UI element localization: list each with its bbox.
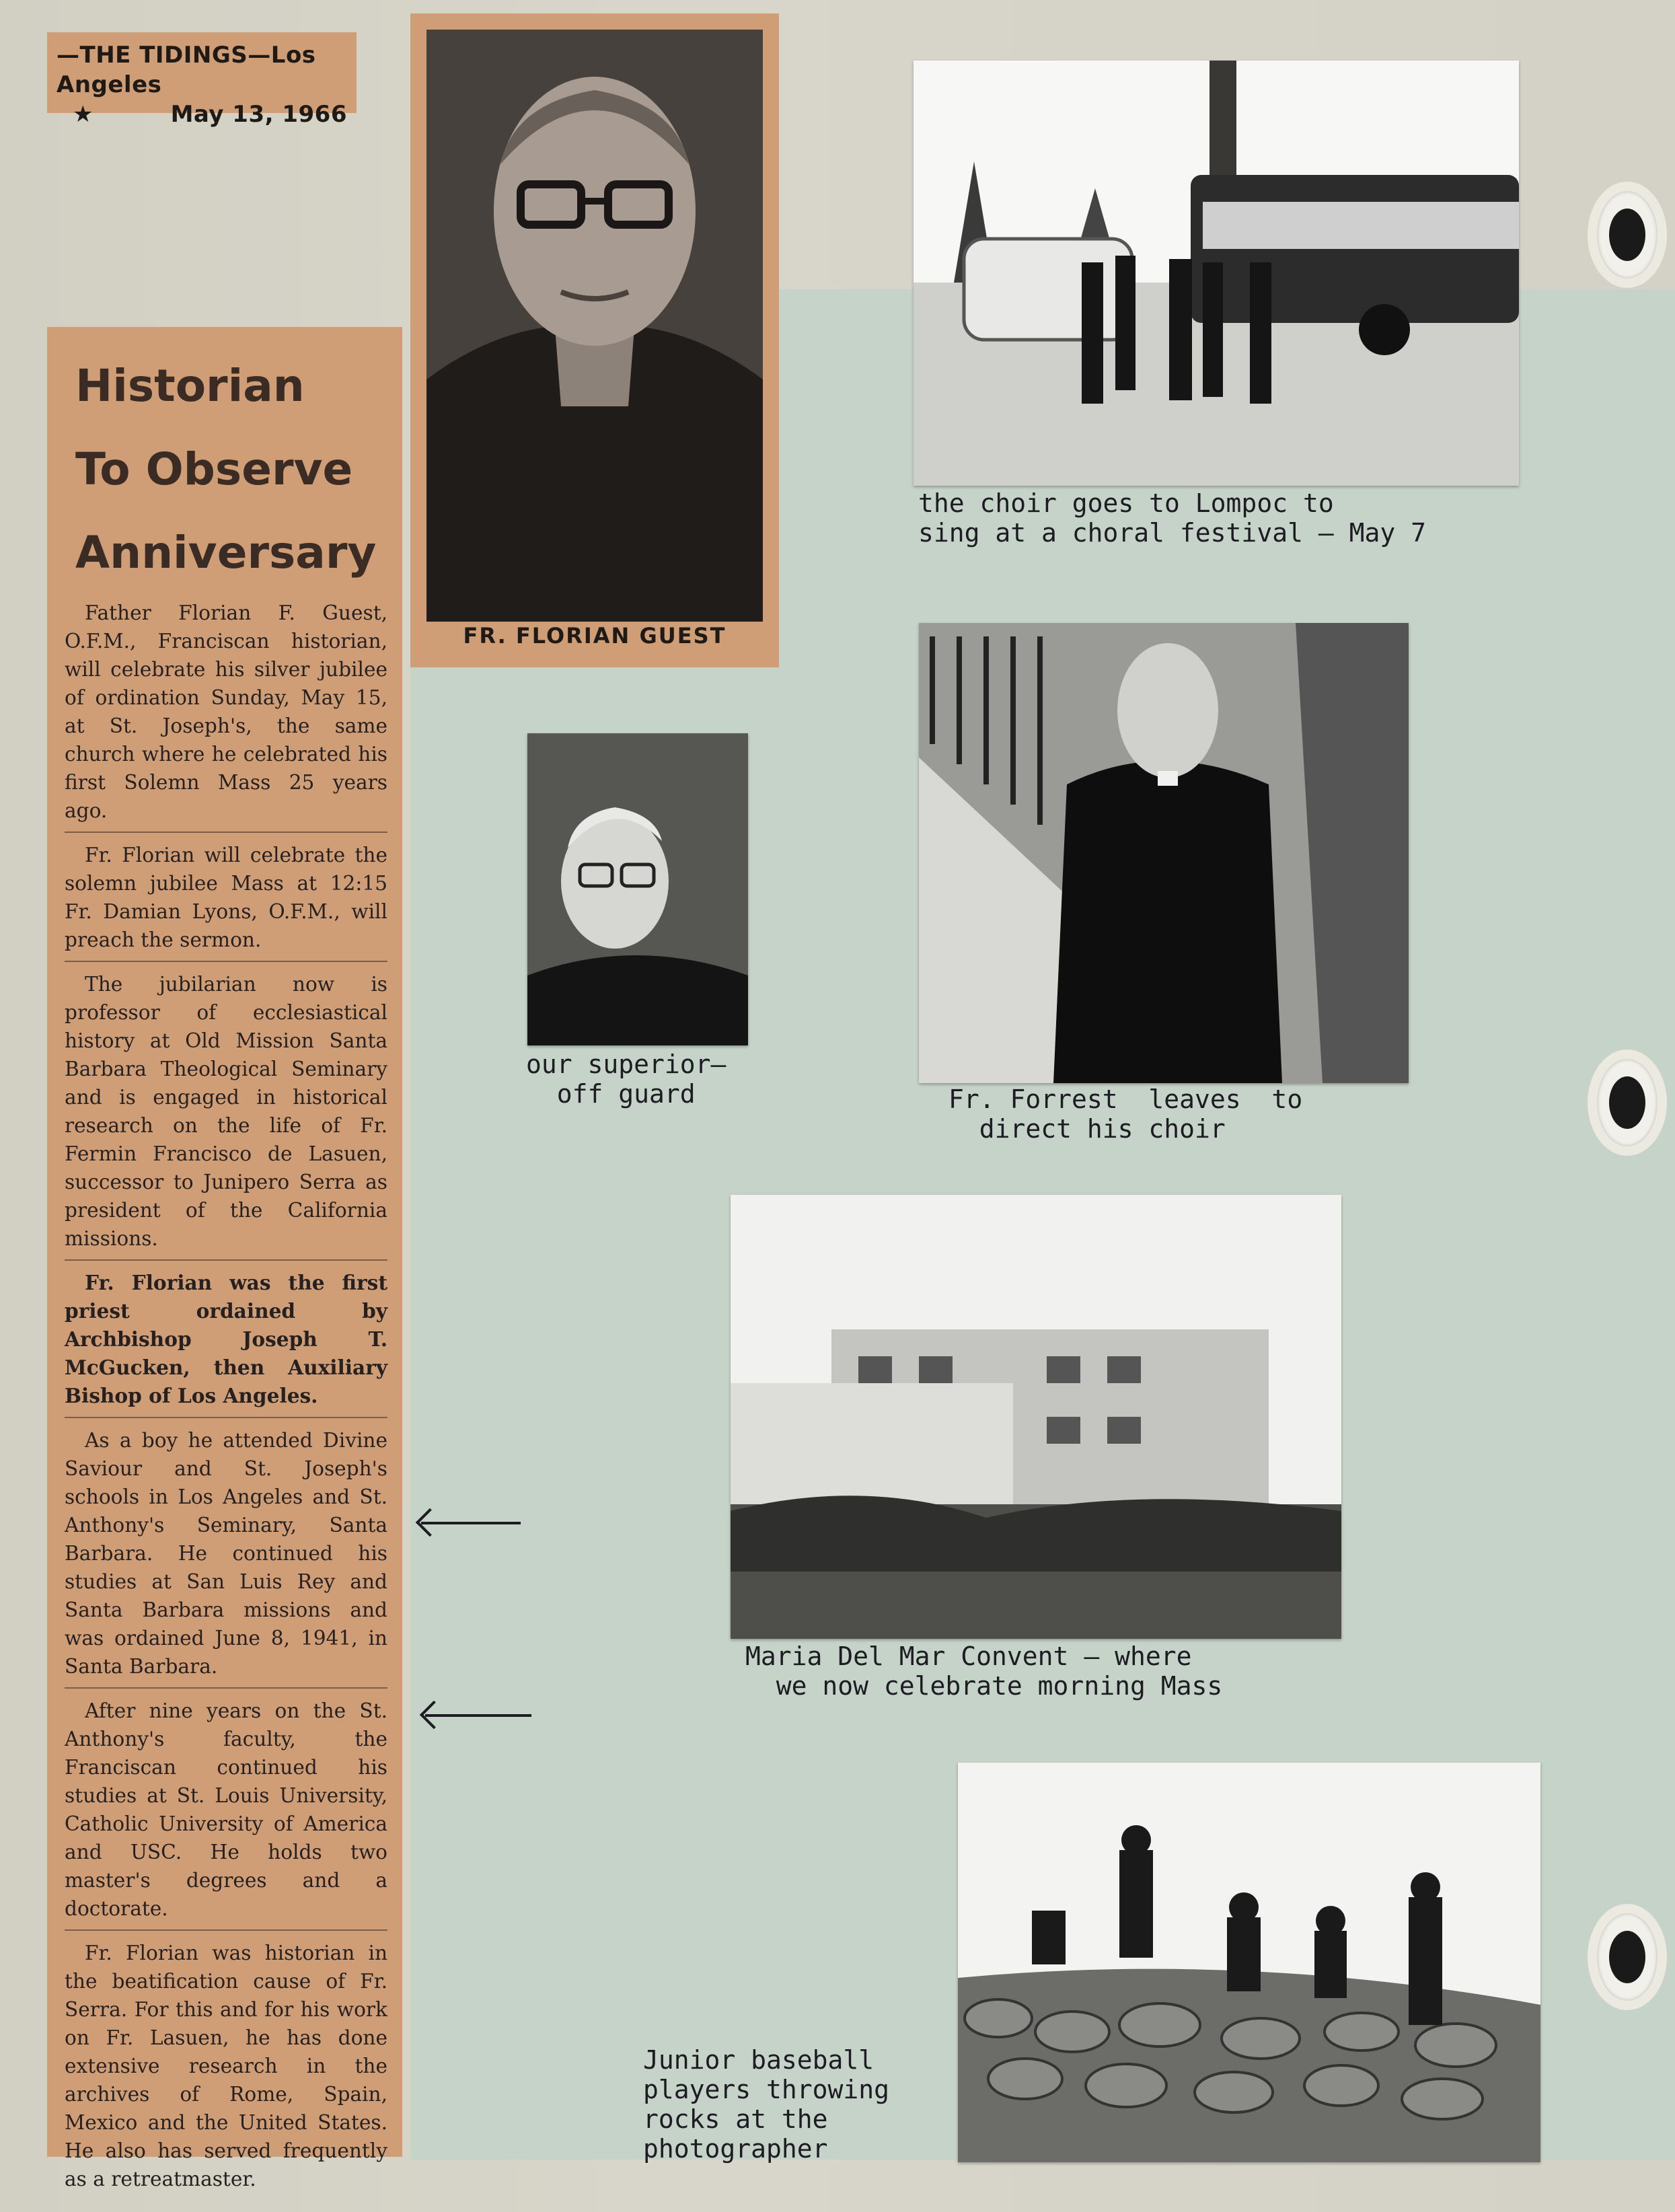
article-paragraph: Father Florian F. Guest, O.F.M., Franciscan historian, will celebrate his silver jubilee of ordination Sunday, May 15, at St. Joseph's, the same church where he celebrated his first Solemn Mass 25 years ago. [65,601,387,822]
caption-choir-bus: the choir goes to Lompoc to sing at a choral festival — May 7 [918,488,1426,548]
article-paragraph: As a boy he attended Divine Saviour and St. Joseph's schools in Los Angeles and St. Anthony's Seminary, Santa Barbara. He continued his studies at San Luis Rey and Santa Barbara missions and was ordained June 8, 1941, in Santa Barbara. [65,1429,387,1678]
portrait-caption: FR. FLORIAN GUEST [463,623,727,649]
article-headline [75,344,387,595]
caption-junior-baseball: Junior baseball players throwing rocks at the photographer [643,2045,890,2164]
article-paragraph: Fr. Florian will celebrate the solemn jubilee Mass at 12:15 Fr. Damian Lyons, O.F.M., will preach the sermon. [65,844,387,951]
portrait-clipping [410,13,779,667]
headline-line: To Observe [75,443,353,495]
hand-drawn-arrow [421,1522,521,1524]
column-rule [65,832,387,833]
masthead-title: —THE TIDINGS—Los Angeles [57,42,316,98]
binder-hole-top [1588,182,1667,288]
binder-hole-middle [1588,1049,1667,1156]
column-rule [65,1687,387,1689]
column-rule [65,1417,387,1418]
binder-hole-bottom [1588,1904,1667,2010]
photo-junior-baseball [958,1763,1540,2162]
portrait-photo [426,30,763,622]
headline-line: Historian [75,360,305,412]
article-clipping [47,327,402,2190]
caption-fr-forrest: Fr. Forrest leaves to direct his choir [948,1084,1303,1144]
photo-superior [527,733,748,1045]
masthead-date: May 13, 1966 [170,101,347,128]
article-paragraph: After nine years on the St. Anthony's faculty, the Franciscan continued his studies at St. Louis University, Catholic University of America and USC. He holds two master's degrees and a doctorate. [65,1699,387,1920]
newspaper-masthead-clipping [47,32,357,128]
caption-superior: our superior— off guard [526,1049,727,1109]
photo-choir-bus [914,61,1519,486]
article-paragraph-bold: Fr. Florian was the first priest ordained by Archbishop Joseph T. McGucken, then Auxiliary Bishop of Los Angeles. [65,1271,387,1407]
headline-line: Anniversary [75,527,377,579]
column-rule [65,1929,387,1931]
column-rule [65,1259,387,1261]
article-paragraph: Fr. Florian was historian in the beatification cause of Fr. Serra. For this and for his work on Fr. Lasuen, he has done extensive research in the archives of Rome, Spain, Mexico and the United States. He also has served frequently as a retreatmaster. [65,1942,387,2190]
column-rule [65,961,387,962]
article-paragraph: The jubilarian now is professor of ecclesiastical history at Old Mission Santa Barbara Theological Seminary and is engaged in historical research on the life of Fr. Fermin Francisco de Lasuen, successor to Junipero Serra as president of the California missions. [65,973,387,1250]
photo-convent [731,1195,1341,1639]
caption-convent: Maria Del Mar Convent — where we now celebrate morning Mass [745,1642,1223,1701]
hand-drawn-arrow [425,1714,531,1717]
photo-fr-forrest [919,623,1409,1083]
star-glyph: ★ [73,101,94,128]
